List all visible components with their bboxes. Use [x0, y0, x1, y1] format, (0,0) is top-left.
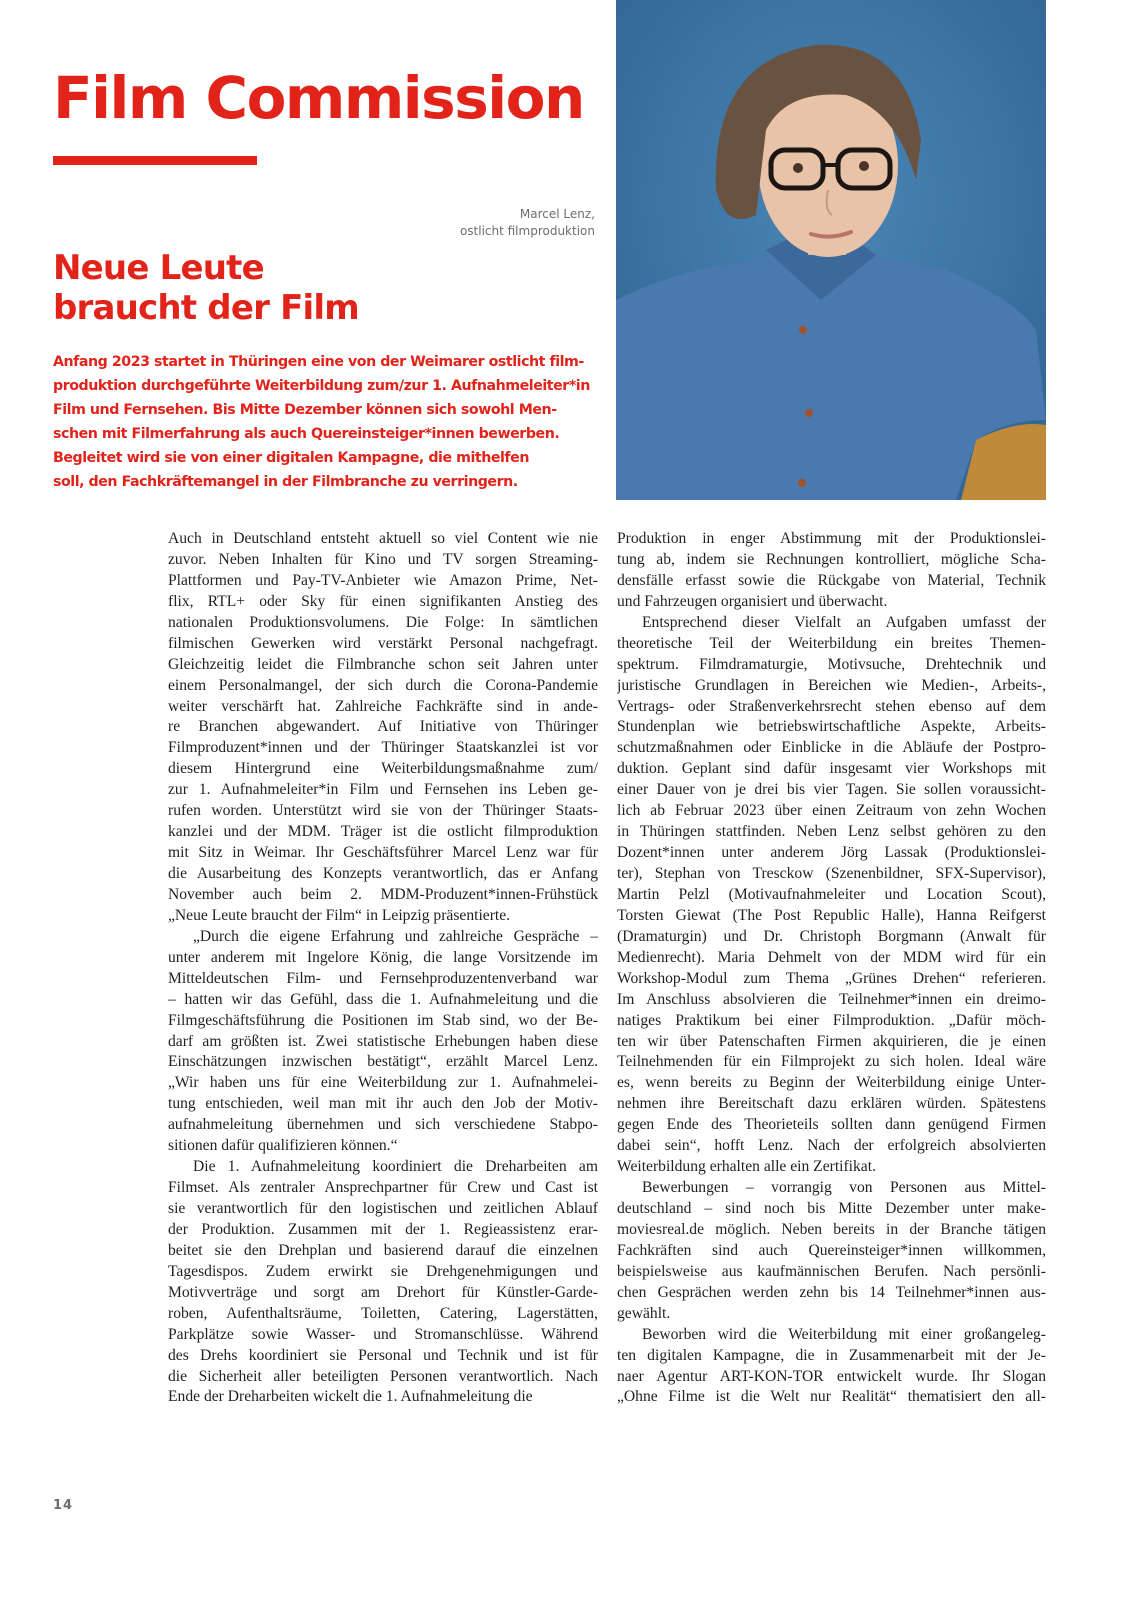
body-text-line: Entsprechend dieser Vielfalt an Aufgaben umfasst der [642, 613, 1046, 631]
eye [859, 161, 869, 171]
body-text-line: „Neue Leute braucht der Film“ in Leipzig präsentierte. [168, 906, 511, 924]
body-text-line: zuvor. Neben Inhalten für Kino und TV sorgen Streaming- [168, 550, 598, 568]
headline-line: braucht der Film [53, 288, 359, 328]
body-text-line: Mitteldeutschen Film- und Fernsehproduzentenverband war [168, 969, 598, 987]
lead-line: Begleitet wird sie von einer digitalen Kampagne, die mithelfen [53, 450, 529, 466]
body-text-line: Produktion in enger Abstimmung mit der Produktionslei- [617, 530, 1046, 547]
body-text-line: densfälle erfasst sowie die Rückgabe von Material, Technik [617, 571, 1046, 589]
body-text-line: zur 1. Aufnahmeleiter*in Film und Fernsehen ins Leben ge- [168, 781, 598, 799]
body-text-line: nationalen Produktionsvolumens. Die Folge: In sämtlichen [168, 613, 598, 631]
body-text-line: Filmgeschäftsführung die Positionen im Stab sind, wo der Be- [168, 1011, 598, 1029]
body-text-line: November auch beim 2. MDM-Produzent*innen-Frühstück [168, 885, 598, 903]
body-text-line: Plattformen und Pay-TV-Anbieter wie Amazon Prime, Net- [168, 571, 598, 589]
body-text-line: gegen Ende des Theorieteils sollten dann genügend Firmen [617, 1116, 1046, 1134]
body-text-line: „Wir haben uns für eine Weiterbildung zur 1. Aufnahmelei- [168, 1074, 598, 1092]
body-text-line: Medienrecht). Maria Dehmelt von der MDM wird für ein [617, 948, 1046, 966]
body-text-line: Torsten Giewat (The Post Republic Halle), Hanna Reifgerst [617, 906, 1046, 924]
body-text-line: der Produktion. Zusammen mit der 1. Regieassistenz erar- [168, 1220, 598, 1238]
body-text-line: Weiterbildung erhalten alle ein Zertifikat. [617, 1158, 876, 1176]
portrait-illustration [616, 0, 1046, 500]
body-text-line: in Thüringen stattfinden. Neben Lenz selbst gehören zu den [617, 823, 1046, 841]
body-text-line: die Ausarbeitung des Konzepts verantwortlich, das er Anfang [168, 865, 598, 882]
body-text-line: unter anderem mit Ingelore König, die lange Vorsitzende im [168, 948, 598, 966]
body-text-line: naer Agentur ART-KON-TOR entwickelt wurde. Ihr Slogan [617, 1367, 1046, 1385]
eye [793, 163, 803, 173]
body-text-line: ter), Stephan von Tresckow (Szenenbildner, SFX-Supervisor), [617, 865, 1046, 882]
article-lead [53, 350, 603, 494]
shirt-button [805, 409, 813, 417]
body-text-line: mit Sitz in Weimar. Ihr Geschäftsführer Marcel Lenz war für [168, 844, 598, 862]
body-text-line: des Drehs koordiniert sie Personal und Technik und ist für [168, 1346, 598, 1364]
photo-caption [460, 206, 595, 240]
body-text-line: filmischen Gewerken wird verstärkt Personal nachgefragt. [168, 634, 598, 652]
body-text-line: – hatten wir das Gefühl, dass die 1. Aufnahmeleitung und die [168, 990, 598, 1008]
body-text-line: Dozent*innen unter anderem Jörg Lassak (Produktionslei- [617, 844, 1046, 862]
page-number: 14 [53, 1498, 74, 1513]
lead-line: soll, den Fachkräftemangel in der Filmbranche zu verringern. [53, 474, 518, 490]
body-text-line: tung entschieden, weil man mit ihr auch den Job der Motiv- [168, 1095, 598, 1113]
body-text-line: kanzlei und der MDM. Träger ist die ostlicht filmproduktion [168, 823, 598, 841]
lead-line: Film und Fernsehen. Bis Mitte Dezember können sich sowohl Men- [53, 402, 557, 418]
body-text-line: Martin Pelzl (Motivaufnahmeleiter und Location Scout), [617, 885, 1046, 903]
body-text-line: Ende der Dreharbeiten wickelt die 1. Aufnahmeleitung die [168, 1388, 533, 1406]
body-text-line: Teilnehmenden für ein Filmprojekt zu sich holen. Ideal wäre [617, 1053, 1046, 1071]
body-text-line: weiter verschärft hat. Zahlreiche Fachkräfte sind in ande- [168, 697, 598, 715]
body-text-line: einer Dauer von je drei bis vier Tagen. Sie sollen voraussicht- [617, 781, 1046, 799]
body-text-line: flix, RTL+ oder Sky für einen signifikanten Anstieg des [168, 592, 598, 610]
body-text-line: ten wir über Patenschaften Firmen akquirieren, die je einen [617, 1032, 1046, 1050]
body-text-line: re Branchen abgewandert. Auf Initiative von Thüringer [168, 718, 598, 736]
body-text-line: Bewerbungen – vorrangig von Personen aus Mittel- [642, 1179, 1046, 1197]
body-text-line: natiges Praktikum bei einer Filmproduktion. „Dafür möch- [617, 1011, 1046, 1029]
body-text-line: spektrum. Filmdramaturgie, Motivsuche, Drehtechnik und [617, 655, 1046, 673]
body-text-line: es, wenn bereits zu Beginn der Weiterbildung einige Unter- [617, 1074, 1046, 1092]
shirt-button [799, 326, 807, 334]
section-title: Film Commission [53, 64, 584, 132]
body-text-line: Stundenplan wie betriebswirtschaftliche Aspekte, Arbeits- [617, 718, 1046, 736]
body-text-line: Auch in Deutschland entsteht aktuell so viel Content wie nie [168, 530, 598, 547]
body-text-line: chen Gesprächen werden zehn bis 14 Teilnehmer*innen aus- [617, 1283, 1046, 1301]
body-text-line: nehmen ihre Bereitschaft dazu erklären würden. Spätestens [617, 1095, 1046, 1113]
article-column-2 [617, 529, 1046, 1408]
body-text-line: die Sicherheit aller beteiligten Personen verantwortlich. Nach [168, 1367, 598, 1385]
caption-line: ostlicht filmproduktion [459, 224, 595, 238]
body-text-line: Motivverträge und sorgt am Drehort für Künstler-Garde- [168, 1283, 598, 1301]
body-text-line: dabei sein“, hofft Lenz. Nach der erfolgreich absolvierten [617, 1137, 1046, 1155]
shirt-button [798, 479, 806, 487]
body-text-line: juristische Grundlagen in Bereichen wie Medien-, Arbeits-, [617, 676, 1046, 694]
body-text-line: Einschätzungen inzwischen bestätigt“, erzählt Marcel Lenz. [168, 1053, 598, 1071]
body-text-line: duktion. Geplant sind dafür insgesamt vier Workshops mit [617, 760, 1046, 778]
body-text-line: beispielsweise aus kaufmännischen Berufen. Nach persönli- [617, 1262, 1046, 1280]
body-text-line: diesem Hintergrund eine Weiterbildungsmaßnahme zum/ [168, 760, 598, 778]
body-text-line: moviesreal.de möglich. Neben bereits in der Branche tätigen [617, 1220, 1046, 1238]
body-text-line: gewählt. [617, 1304, 671, 1322]
body-text-line: einem Personalmangel, der sich durch die Corona-Pandemie [168, 676, 598, 694]
body-text-line: und Fahrzeugen organisiert und überwacht. [617, 592, 888, 610]
lead-line: schen mit Filmerfahrung als auch Quereinsteiger*innen bewerben. [53, 426, 560, 442]
body-text-line: rufen worden. Unterstützt wird sie von der Thüringer Staats- [168, 802, 598, 820]
lead-line: produktion durchgeführte Weiterbildung zum/zur 1. Aufnahmeleiter*in [53, 378, 590, 394]
body-text-line: „Ohne Filme ist die Welt nur Realität“ thematisiert den all- [617, 1388, 1046, 1406]
body-text-line: (Dramaturgin) und Dr. Christoph Borgmann (Anwalt für [617, 927, 1046, 945]
body-text-line: deutschland – sind noch bis Mitte Dezember unter make- [617, 1200, 1046, 1217]
body-text-line: ten digitalen Kampagne, die in Zusammenarbeit mit der Je- [617, 1346, 1046, 1364]
article-headline [53, 248, 359, 328]
article-column-1 [168, 529, 598, 1408]
lead-line: Anfang 2023 startet in Thüringen eine von der Weimarer ostlicht film- [53, 354, 584, 370]
body-text-line: Gleichzeitig leidet die Filmbranche schon seit Jahren unter [168, 655, 598, 673]
body-text-line: Workshop-Modul zum Thema „Grünes Drehen“ referieren. [617, 969, 1046, 987]
body-text-line: Vertrags- oder Straßenverkehrsrecht stehen ebenso auf dem [617, 697, 1046, 715]
body-text-line: theoretische Teil der Weiterbildung ein breites Themen- [617, 634, 1046, 652]
body-text-line: tung ab, indem sie Rechnungen kontrolliert, mögliche Scha- [617, 550, 1046, 568]
body-text-line: Die 1. Aufnahmeleitung koordiniert die Dreharbeiten am [193, 1158, 598, 1176]
body-text-line: schutzmaßnahmen oder Einblicke in die Abläufe der Postpro- [617, 739, 1046, 757]
headline-line: Neue Leute [53, 248, 264, 288]
body-text-line: Im Anschluss absolvieren die Teilnehmer*innen ein dreimo- [617, 990, 1046, 1008]
body-text-line: roben, Aufenthaltsräume, Toiletten, Catering, Lagerstätten, [168, 1304, 598, 1322]
body-text-line: lich ab Februar 2023 über einen Zeitraum von zehn Wochen [617, 802, 1046, 820]
body-text-line: aufnahmeleitung übernehmen und sich verschiedene Stabpo- [168, 1116, 598, 1134]
caption-line: Marcel Lenz, [519, 207, 595, 221]
body-text-line: Beworben wird die Weiterbildung mit einer großangeleg- [642, 1325, 1046, 1343]
body-text-line: Parkplätze sowie Wasser- und Stromanschlüsse. Während [168, 1325, 598, 1343]
body-text-line: Filmproduzent*innen und der Thüringer Staatskanzlei ist vor [168, 739, 598, 757]
body-text-line: sie verantwortlich für den logistischen und zeitlichen Ablauf [168, 1200, 598, 1217]
title-underline [53, 156, 257, 165]
body-text-line: Tagesdispos. Zudem erwirkt sie Drehgenehmigungen und [168, 1262, 598, 1280]
body-text-line: Fachkräften sind auch Quereinsteiger*innen willkommen, [617, 1241, 1046, 1259]
body-text-line: beitet sie den Drehplan und basierend darauf die einzelnen [168, 1241, 598, 1259]
body-text-line: sitionen dafür qualifizieren können.“ [168, 1137, 398, 1155]
body-text-line: „Durch die eigene Erfahrung und zahlreiche Gespräche – [193, 927, 598, 945]
body-text-line: Filmset. Als zentraler Ansprechpartner für Crew und Cast ist [168, 1179, 598, 1197]
portrait-photo [616, 0, 1046, 500]
body-text-line: darf am größten ist. Zwei statistische Erhebungen haben diese [168, 1032, 598, 1050]
